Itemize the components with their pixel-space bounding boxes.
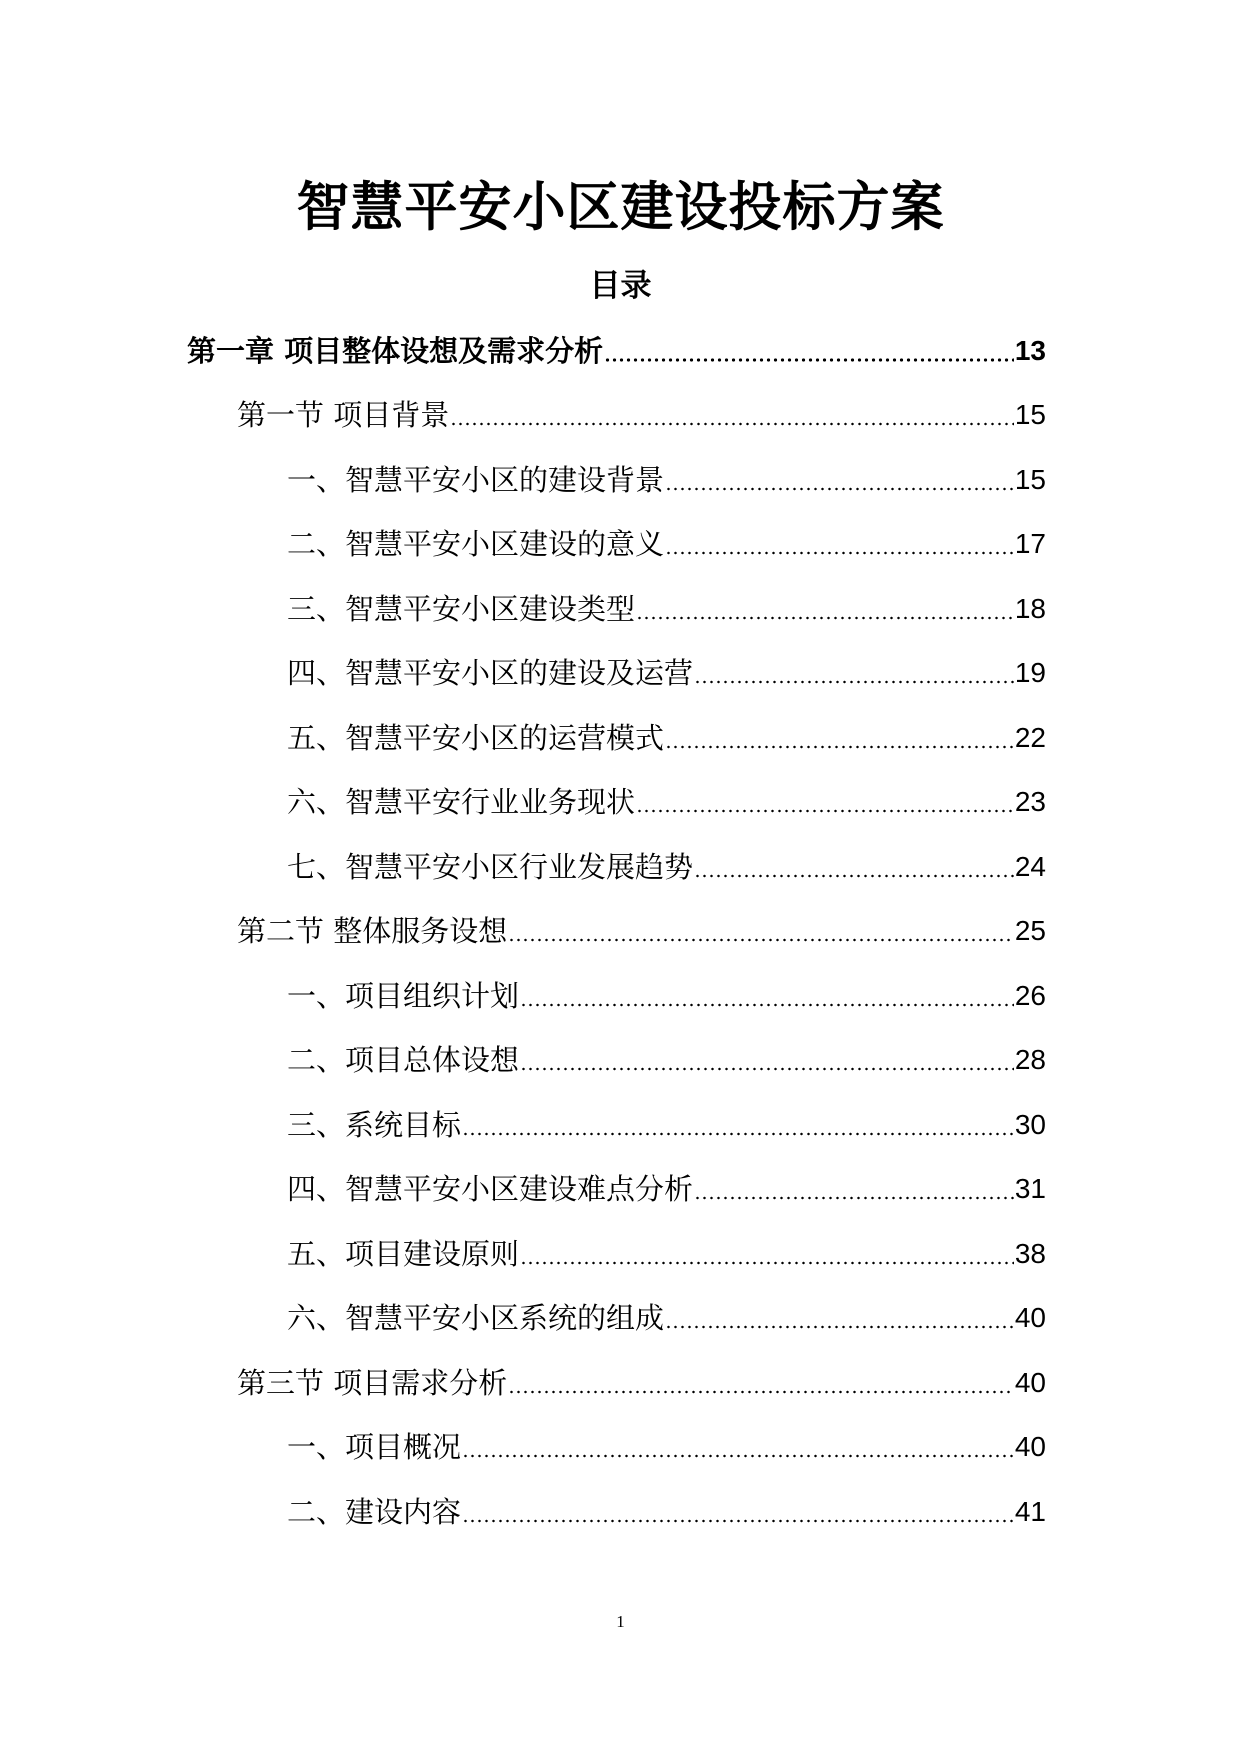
- toc-entry-chapter[interactable]: [187, 331, 1046, 371]
- dot-leader: [520, 1261, 1014, 1265]
- toc-entry-subsection[interactable]: [287, 1427, 1046, 1467]
- toc-entry-section[interactable]: [237, 1363, 1046, 1403]
- toc-entry-text: 五、项目建设原则: [287, 1237, 520, 1271]
- toc-entry-text: 一、项目组织计划: [287, 979, 520, 1013]
- toc-entry-text: 二、项目总体设想: [287, 1043, 520, 1077]
- dot-leader: [604, 358, 1014, 362]
- toc-entry-subsection[interactable]: [287, 1492, 1046, 1532]
- toc-entry-text: 第一章 项目整体设想及需求分析: [187, 334, 604, 368]
- toc-entry-subsection[interactable]: [287, 1298, 1046, 1338]
- toc-entry-page: 26: [1014, 980, 1046, 1011]
- toc-entry-text: 三、智慧平安小区建设类型: [287, 592, 636, 626]
- toc-entry-page: 40: [1014, 1431, 1046, 1462]
- toc-entry-subsection[interactable]: [287, 1169, 1046, 1209]
- toc-entry-text: 四、智慧平安小区的建设及运营: [287, 656, 694, 690]
- dot-leader: [636, 809, 1014, 813]
- toc-entry-subsection[interactable]: [287, 460, 1046, 500]
- dot-leader: [694, 874, 1014, 878]
- toc-entry-subsection[interactable]: [287, 1105, 1046, 1145]
- dot-leader: [520, 1003, 1014, 1007]
- toc-entry-text: 一、项目概况: [287, 1430, 462, 1464]
- toc-entry-page: 13: [1014, 335, 1046, 366]
- dot-leader: [694, 1196, 1014, 1200]
- toc-entry-page: 41: [1014, 1496, 1046, 1527]
- toc-entry-text: 第二节 整体服务设想: [237, 914, 508, 948]
- dot-leader: [665, 551, 1014, 555]
- dot-leader: [665, 1325, 1014, 1329]
- page-number: 1: [616, 1612, 625, 1631]
- toc-entry-text: 第三节 项目需求分析: [237, 1366, 508, 1400]
- toc-entry-page: 19: [1014, 657, 1046, 688]
- dot-leader: [508, 1390, 1014, 1394]
- dot-leader: [462, 1519, 1014, 1523]
- toc-entry-subsection[interactable]: [287, 589, 1046, 629]
- dot-leader: [520, 1067, 1014, 1071]
- toc-entry-text: 七、智慧平安小区行业发展趋势: [287, 850, 694, 884]
- toc-entry-page: 17: [1014, 528, 1046, 559]
- toc-entry-text: 六、智慧平安小区系统的组成: [287, 1301, 665, 1335]
- toc-heading: 目录: [589, 268, 652, 304]
- dot-leader: [665, 487, 1014, 491]
- toc-entry-subsection[interactable]: [287, 782, 1046, 822]
- toc-entry-text: 六、智慧平安行业业务现状: [287, 785, 636, 819]
- dot-leader: [462, 1132, 1014, 1136]
- toc-entry-page: 28: [1014, 1044, 1046, 1075]
- toc-entry-page: 40: [1014, 1367, 1046, 1398]
- document-title: 智慧平安小区建设投标方案: [296, 177, 945, 238]
- toc-entry-page: 15: [1014, 464, 1046, 495]
- toc-entry-page: 18: [1014, 593, 1046, 624]
- toc-entry-subsection[interactable]: [287, 718, 1046, 758]
- toc-entry-page: 38: [1014, 1238, 1046, 1269]
- toc-entry-text: 五、智慧平安小区的运营模式: [287, 721, 665, 755]
- toc-entry-text: 二、建设内容: [287, 1495, 462, 1529]
- toc-entry-section[interactable]: [237, 395, 1046, 435]
- dot-leader: [508, 938, 1014, 942]
- toc-entry-page: 31: [1014, 1173, 1046, 1204]
- toc-entry-subsection[interactable]: [287, 1040, 1046, 1080]
- dot-leader: [694, 680, 1014, 684]
- dot-leader: [665, 745, 1014, 749]
- toc-entry-subsection[interactable]: [287, 847, 1046, 887]
- toc-entry-page: 25: [1014, 915, 1046, 946]
- toc-entry-subsection[interactable]: [287, 653, 1046, 693]
- toc-entry-text: 一、智慧平安小区的建设背景: [287, 463, 665, 497]
- toc-entry-page: 40: [1014, 1302, 1046, 1333]
- toc-entry-subsection[interactable]: [287, 1234, 1046, 1274]
- dot-leader: [450, 422, 1014, 426]
- toc-entry-section[interactable]: [237, 911, 1046, 951]
- toc-entry-text: 四、智慧平安小区建设难点分析: [287, 1172, 694, 1206]
- dot-leader: [636, 616, 1014, 620]
- dot-leader: [462, 1454, 1014, 1458]
- toc-entry-text: 第一节 项目背景: [237, 398, 450, 432]
- toc-entry-page: 30: [1014, 1109, 1046, 1140]
- toc-entry-page: 22: [1014, 722, 1046, 753]
- toc-entry-page: 15: [1014, 399, 1046, 430]
- toc-entry-page: 24: [1014, 851, 1046, 882]
- toc-entry-page: 23: [1014, 786, 1046, 817]
- toc-entry-subsection[interactable]: [287, 976, 1046, 1016]
- toc-entry-subsection[interactable]: [287, 524, 1046, 564]
- toc-entry-text: 三、系统目标: [287, 1108, 462, 1142]
- toc-entry-text: 二、智慧平安小区建设的意义: [287, 527, 665, 561]
